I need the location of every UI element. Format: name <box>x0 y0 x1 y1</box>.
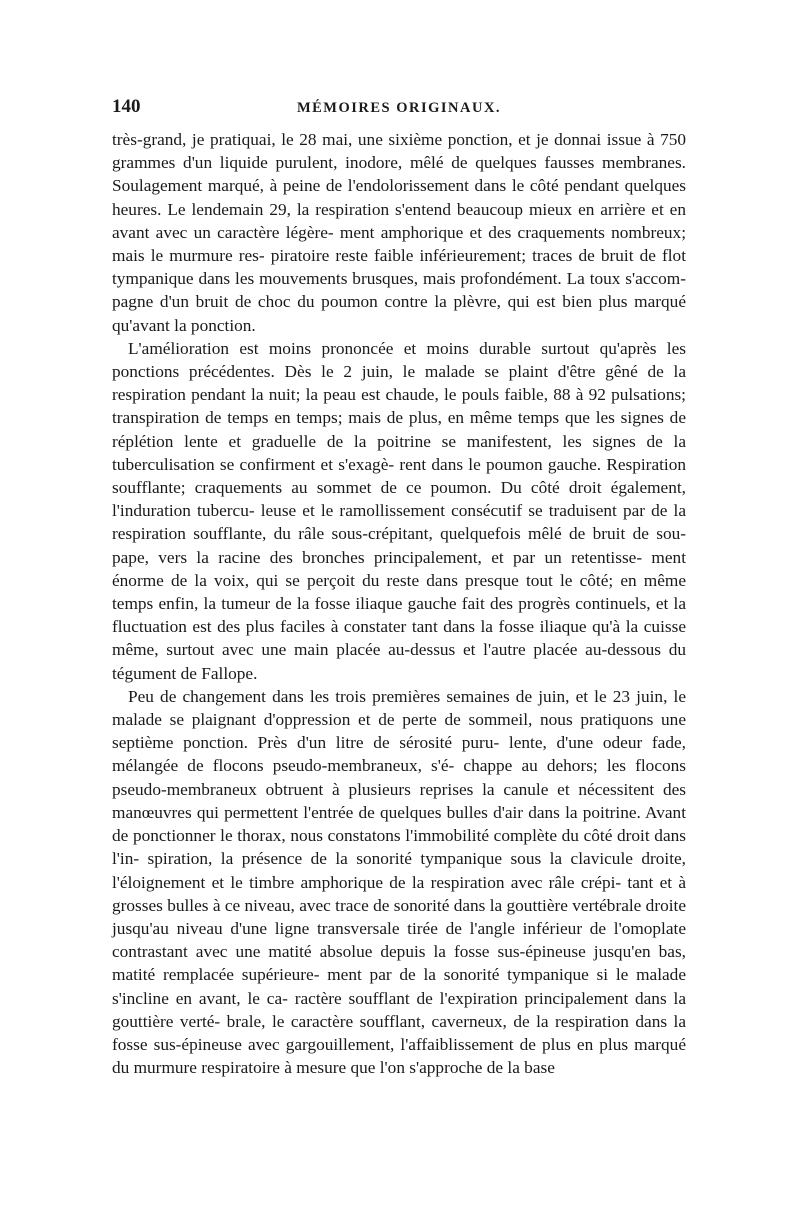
page-header <box>112 96 686 126</box>
book-page <box>112 96 686 1079</box>
page-number: 140 <box>112 96 141 117</box>
paragraph-1: très-grand, je pratiquai, le 28 mai, une sixième ponction, et je donnai issue à 750 grammes d'un liquide purulent, inodore, mêlé de quelques fausses membranes. Soulagement marqué, à peine de l'endolorissement dans le côté pendant quelques heures. Le lendemain 29, la respiration s'entend beaucoup mieux en arrière et en avant avec un caractère légère- ment amphorique et des craquements nombreux; mais le murmure res- piratoire reste faible inférieurement; traces de bruit de flot tympanique dans les mouvements brusques, mais profondément. La toux s'accom- pagne d'un bruit de choc du poumon contre la plèvre, qui est bien plus marqué qu'avant la ponction. <box>112 130 686 335</box>
paragraph-2: L'amélioration est moins prononcée et moins durable surtout qu'après les ponctions précédentes. Dès le 2 juin, le malade se plaint d'être gêné de la respiration pendant la nuit; la peau est chaude, le pouls faible, 88 à 92 pulsations; transpiration de temps en temps; mais de plus, en même temps que les signes de réplétion lente et graduelle de la poitrine se manifestent, les signes de la tuberculisation se confirment et s'exagè- rent dans le poumon gauche. Respiration soufflante; craquements au sommet de ce poumon. Du côté droit également, l'induration tubercu- leuse et le ramollissement consécutif se traduisent par de la respiration soufflante, du râle sous-crépitant, quelquefois mêlé de bruit de sou- pape, vers la racine des bronches principalement, et par un retentisse- ment énorme de la voix, qui se perçoit du reste dans presque tout le côté; en même temps enfin, la tumeur de la fosse iliaque gauche fait des progrès continuels, et la fluctuation est des plus faciles à constater tant dans la fosse iliaque qu'à la cuisse même, surtout avec une main placée au-dessus et l'autre placée au-dessous du tégument de Fallope. <box>112 338 686 683</box>
body-text <box>112 128 686 1079</box>
paragraph-3: Peu de changement dans les trois premières semaines de juin, et le 23 juin, le malade se plaignant d'oppression et de perte de sommeil, nous pratiquons une septième ponction. Près d'un litre de sérosité puru- lente, d'une odeur fade, mélangée de flocons pseudo-membraneux, s'é- chappe au dehors; les flocons pseudo-membraneux obtruent à plusieurs reprises la canule et nécessitent des manœuvres qui permettent l'entrée de quelques bulles d'air dans la poitrine. Avant de ponctionner le thorax, nous constatons l'immobilité complète du côté droit dans l'in- spiration, la présence de la sonorité tympanique sous la clavicule droite, l'éloignement et le timbre amphorique de la respiration avec râle crépi- tant et à grosses bulles à ce niveau, avec trace de sonorité dans la gouttière vertébrale droite jusqu'au niveau d'une ligne transversale tirée de l'angle inférieur de l'omoplate contrastant avec une matité absolue depuis la fosse sus-épineuse jusqu'en bas, matité remplacée supérieure- ment par de la sonorité tympanique si le malade s'incline en avant, le ca- ractère soufflant de l'expiration principalement dans la gouttière verté- brale, le caractère soufflant, caverneux, de la respiration dans la fosse sus-épineuse avec gargouillement, l'affaiblissement de plus en plus marqué du murmure respiratoire à mesure que l'on s'approche de la base <box>112 686 686 1078</box>
running-title: MÉMOIRES ORIGINAUX. <box>296 100 502 116</box>
